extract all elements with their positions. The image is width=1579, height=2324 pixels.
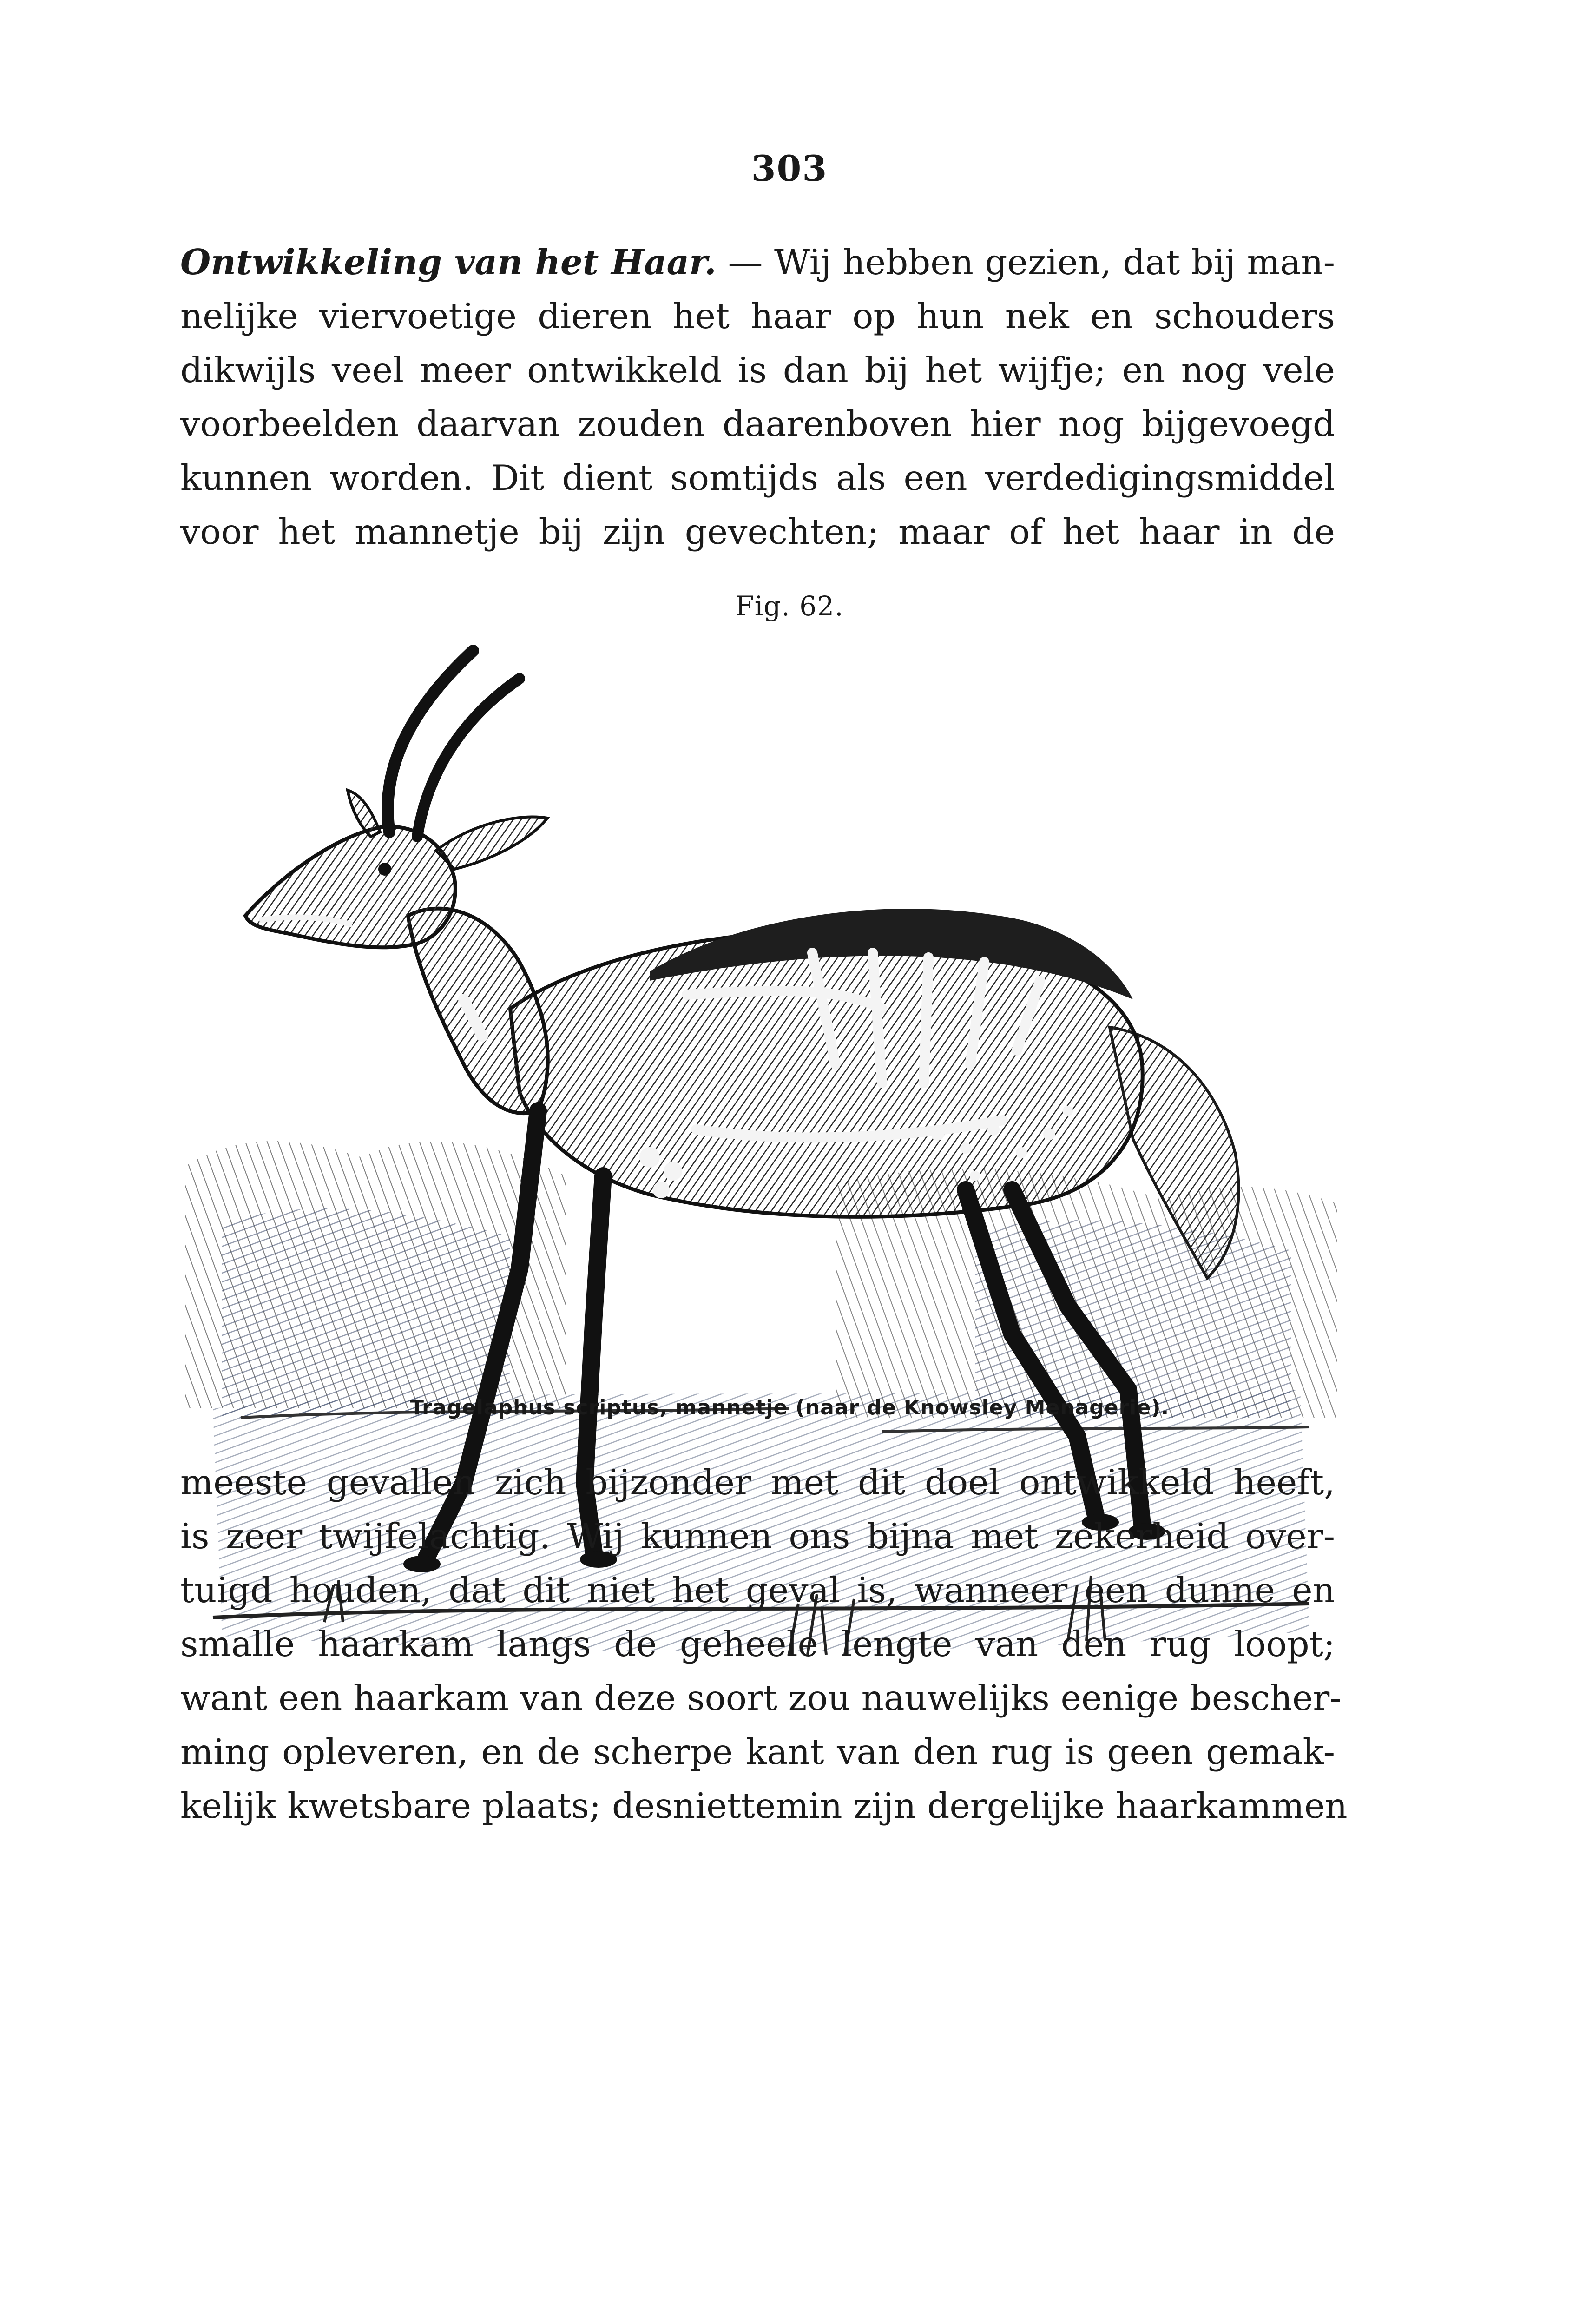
head <box>245 826 455 947</box>
paragraph-2-line-4: smalle haarkam langs de geheele lengte van den rug loopt; <box>180 1624 1335 1664</box>
page-number: 303 <box>751 148 828 189</box>
horns <box>388 651 520 837</box>
paragraph-2 <box>180 1455 1348 1833</box>
paragraph-1-line-1-text: — Wij hebben gezien, dat bij man- <box>728 242 1335 283</box>
paragraph-1-line-4: voorbeelden daarvan zouden daarenboven hier nog bijgevoegd <box>180 403 1335 444</box>
paragraph-2-line-5: want een haarkam van deze soort zou nauwelijks eenige bescher- <box>180 1677 1342 1718</box>
paragraph-2-line-7: kelijk kwetsbare plaats; desniettemin zijn dergelijke haarkammen <box>180 1785 1348 1826</box>
ear-right <box>436 817 547 869</box>
paragraph-1 <box>180 235 1335 559</box>
paragraph-2-line-6: ming opleveren, en de scherpe kant van den rug is geen gemak- <box>180 1731 1335 1772</box>
paragraph-1-line-1 <box>180 235 1335 289</box>
paragraph-2-line-2: is zeer twijfelachtig. Wij kunnen ons bijna met zekerheid over- <box>180 1516 1335 1557</box>
section-heading: Ontwikkeling van het Haar. <box>180 242 717 283</box>
figure-caption: Tragelaphus scriptus, mannetje (naar de Knowsley Menagerie). <box>409 1396 1170 1419</box>
ear-left <box>348 790 380 837</box>
paragraph-2-line-3: tuigd houden, dat dit niet het geval is, wanneer een dunne en <box>180 1570 1335 1611</box>
paragraph-1-line-2: nelijke viervoetige dieren het haar op hun nek en schouders <box>180 296 1335 337</box>
paragraph-1-line-5: kunnen worden. Dit dient somtijds als een verdedigingsmiddel <box>180 457 1335 498</box>
figure-label: Fig. 62. <box>735 590 844 622</box>
paragraph-2-line-1: meeste gevallen zich bijzonder met dit doel ontwikkeld heeft, <box>180 1462 1335 1503</box>
paragraph-1-line-3: dikwijls veel meer ontwikkeld is dan bij het wijfje; en nog vele <box>180 350 1335 390</box>
paragraph-1-line-6: voor het mannetje bij zijn gevechten; maar of het haar in de <box>180 511 1335 552</box>
